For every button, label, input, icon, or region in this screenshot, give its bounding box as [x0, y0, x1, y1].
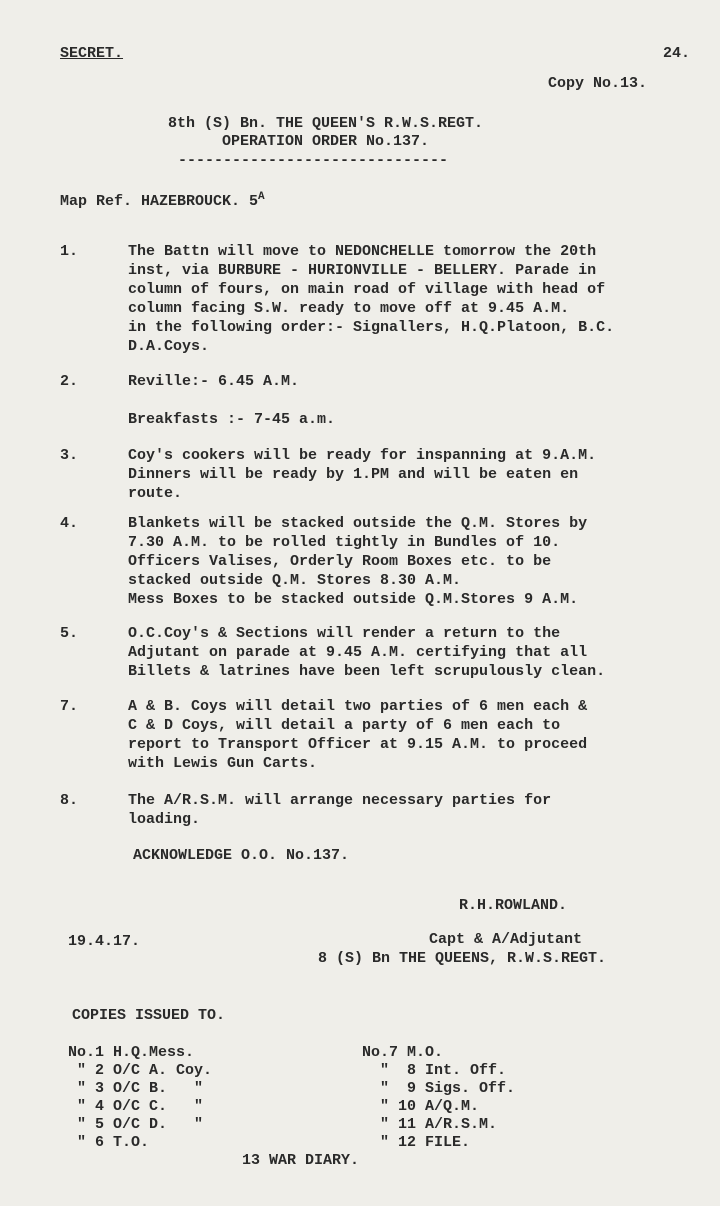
paragraph-line: loading.: [128, 811, 201, 828]
paragraph-line: Reville:- 6.45 A.M.: [128, 373, 300, 390]
title-rule: ------------------------------: [178, 152, 449, 169]
paragraph-line: A & B. Coys will detail two parties of 6 men each &: [128, 698, 588, 715]
copies-heading: COPIES ISSUED TO.: [72, 1007, 226, 1024]
paragraph-line: C & D Coys, will detail a party of 6 men each to: [128, 717, 561, 734]
paragraph-line: Officers Valises, Orderly Room Boxes etc. to be: [128, 553, 552, 570]
signature-title: Capt & A/Adjutant: [429, 931, 583, 948]
paragraph-body: [128, 624, 605, 681]
map-reference: [60, 188, 265, 211]
paragraph-line: The Battn will move to NEDONCHELLE tomorrow the 20th: [128, 243, 597, 260]
paragraph-line: Dinners will be ready by 1.PM and will be eaten en: [128, 466, 579, 483]
copy-recipient: " 3 O/C B. ": [68, 1080, 204, 1097]
paragraph-line: Adjutant on parade at 9.45 A.M. certifying that all: [128, 644, 588, 661]
paragraph-number: 8.: [60, 792, 79, 809]
paragraph-body: [128, 791, 551, 829]
paragraph-line: stacked outside Q.M. Stores 8.30 A.M.: [128, 572, 462, 589]
paragraph-number: 2.: [60, 373, 79, 390]
copy-recipient: " 10 A/Q.M.: [362, 1098, 480, 1115]
secret-label: SECRET.: [60, 45, 124, 62]
copy-recipient: " 6 T.O.: [68, 1134, 150, 1151]
paragraph-number: 5.: [60, 625, 79, 642]
paragraph-line: in the following order:- Signallers, H.Q.Platoon, B.C.: [128, 319, 615, 336]
paragraph-line: 7.30 A.M. to be rolled tightly in Bundles of 10.: [128, 534, 561, 551]
paragraph-line: with Lewis Gun Carts.: [128, 755, 318, 772]
paragraph-body: [128, 514, 587, 609]
signature-unit: 8 (S) Bn THE QUEENS, R.W.S.REGT.: [318, 950, 607, 967]
unit-title: 8th (S) Bn. THE QUEEN'S R.W.S.REGT.: [168, 115, 484, 132]
acknowledge-line: ACKNOWLEDGE O.O. No.137.: [133, 847, 350, 864]
copy-recipient: " 4 O/C C. ": [68, 1098, 204, 1115]
copies-war-diary: 13 WAR DIARY.: [242, 1152, 360, 1169]
signature-date: 19.4.17.: [68, 933, 141, 950]
paragraph-line: The A/R.S.M. will arrange necessary parties for: [128, 792, 552, 809]
paragraph-line: route.: [128, 485, 183, 502]
paragraph-line: report to Transport Officer at 9.15 A.M. to proceed: [128, 736, 588, 753]
paragraph-body: [128, 446, 596, 503]
paragraph-number: 7.: [60, 698, 79, 715]
paragraph-line: O.C.Coy's & Sections will render a return to the: [128, 625, 561, 642]
page-number: 24.: [663, 45, 691, 62]
copy-recipient: No.1 H.Q.Mess.: [68, 1044, 195, 1061]
copy-recipient: " 9 Sigs. Off.: [362, 1080, 516, 1097]
paragraph-line: column of fours, on main road of village with head of: [128, 281, 606, 298]
paragraph-line: Blankets will be stacked outside the Q.M. Stores by: [128, 515, 588, 532]
signature-name: R.H.ROWLAND.: [459, 897, 568, 914]
paragraph-number: 3.: [60, 447, 79, 464]
paragraph-line: column facing S.W. ready to move off at 9.45 A.M.: [128, 300, 570, 317]
copy-recipient: " 11 A/R.S.M.: [362, 1116, 498, 1133]
paragraph-body: [128, 372, 335, 429]
copy-recipient: No.7 M.O.: [362, 1044, 444, 1061]
paragraph-body: [128, 242, 614, 356]
copy-number: Copy No.13.: [548, 75, 648, 92]
paragraph-number: 1.: [60, 243, 79, 260]
paragraph-line: Mess Boxes to be stacked outside Q.M.Stores 9 A.M.: [128, 591, 579, 608]
paragraph-line: D.A.Coys.: [128, 338, 210, 355]
copy-recipient: " 2 O/C A. Coy.: [68, 1062, 213, 1079]
order-title: OPERATION ORDER No.137.: [222, 133, 430, 150]
copy-recipient: " 8 Int. Off.: [362, 1062, 507, 1079]
paragraph-line: [128, 391, 335, 410]
map-reference-superscript: A: [258, 191, 265, 203]
map-reference-text: Map Ref. HAZEBROUCK. 5: [60, 193, 259, 210]
paragraph-line: Billets & latrines have been left scrupulously clean.: [128, 663, 606, 680]
copies-list-left: [68, 1043, 212, 1151]
copy-recipient: " 5 O/C D. ": [68, 1116, 204, 1133]
paragraph-number: 4.: [60, 515, 79, 532]
copies-list-right: [362, 1043, 515, 1151]
copy-recipient: " 12 FILE.: [362, 1134, 471, 1151]
paragraph-line: inst, via BURBURE - HURIONVILLE - BELLERY. Parade in: [128, 262, 597, 279]
paragraph-body: [128, 697, 587, 773]
paragraph-line: Coy's cookers will be ready for inspanning at 9.A.M.: [128, 447, 597, 464]
paragraph-line: Breakfasts :- 7-45 a.m.: [128, 411, 336, 428]
